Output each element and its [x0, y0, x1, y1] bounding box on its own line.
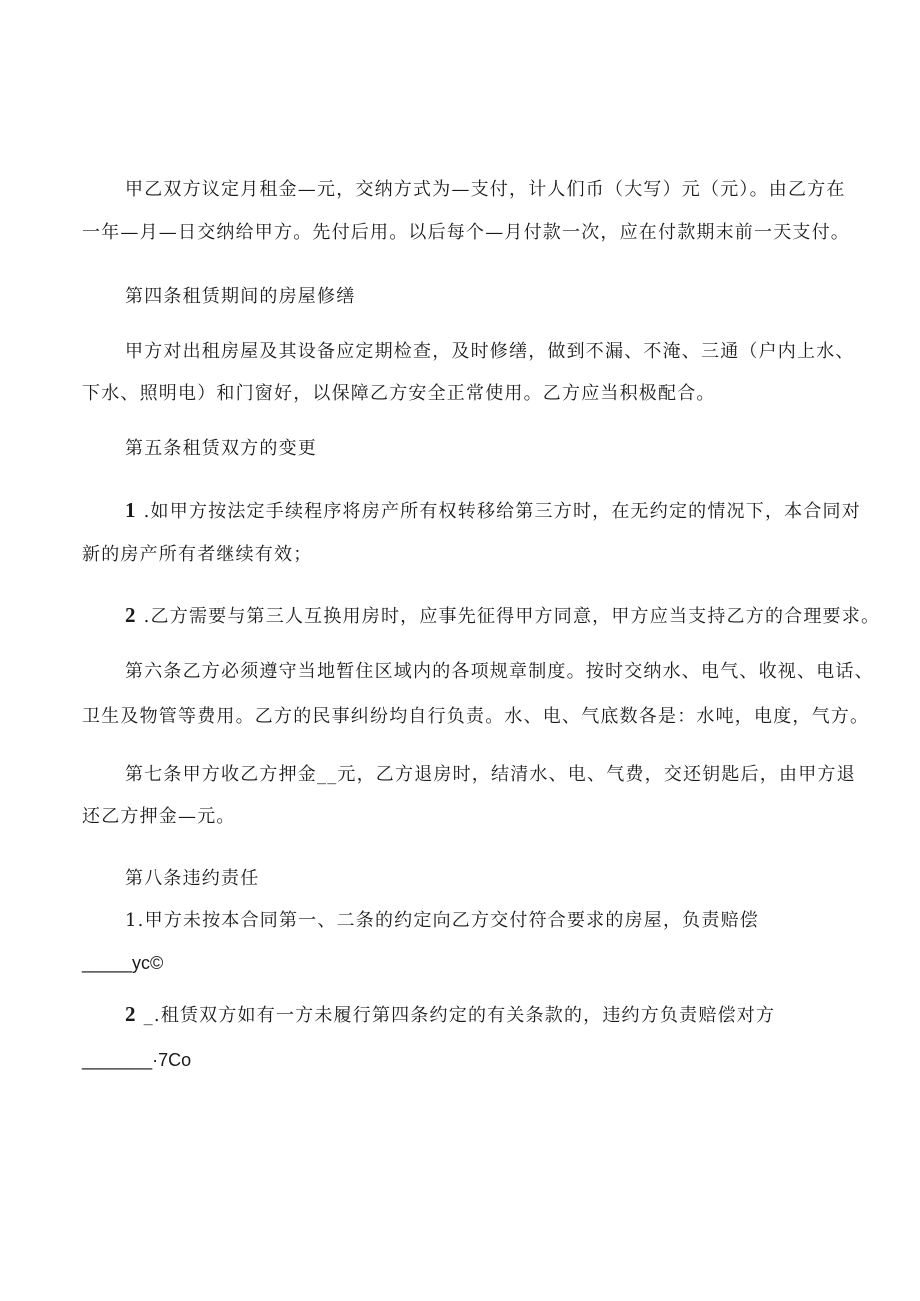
article-4-line-1: 甲方对出租房屋及其设备应定期检查，及时修缮，做到不漏、不淹、三通（户内上水、 [125, 341, 855, 362]
item-number: 2 [125, 603, 137, 627]
article-5-item-1-line-1 [125, 498, 905, 524]
item-text: .如甲方按法定手续程序将房产所有权转移给第三方时，在无约定的情况下，本合同对 [143, 501, 861, 522]
article-8-title: 第八条违约责任 [125, 868, 260, 889]
article-8-item-2-line-2: _______·7Co [82, 1050, 192, 1070]
article-5-item-2-line-1 [125, 603, 905, 629]
article-8-item-1-line-1: 1.甲方未按本合同第一、二条的约定向乙方交付符合要求的房屋，负责赔偿 [125, 910, 759, 931]
article-6-line-1: 第六条乙方必须遵守当地暂住区域内的各项规章制度。按时交纳水、电气、收视、电话、 [125, 661, 874, 682]
rent-paragraph-line-1: 甲乙双方议定月租金—元，交纳方式为—支付，计人们币（大写）元（元）。由乙方在 [125, 179, 846, 200]
article-8-item-2-line-1 [125, 1002, 905, 1028]
article-4-line-2: 下水、照明电）和门窗好，以保障乙方安全正常使用。乙方应当积极配合。 [82, 383, 716, 404]
item-text: .乙方需要与第三人互换用房时，应事先征得甲方同意，甲方应当支持乙方的合理要求。 [143, 606, 881, 627]
item-text: _.租赁双方如有一方未履行第四条约定的有关条款的，违约方负责赔偿对方 [143, 1005, 776, 1026]
article-5-item-1-line-2: 新的房产所有者继续有效； [82, 544, 313, 565]
article-8-item-1-line-2: _____yc© [82, 953, 164, 973]
article-5-title: 第五条租赁双方的变更 [125, 438, 317, 459]
article-4-title: 第四条租赁期间的房屋修缮 [125, 286, 356, 307]
rent-paragraph-line-2: 一年—月—日交纳给甲方。先付后用。以后每个—月付款一次，应在付款期末前一天支付。 [82, 222, 850, 243]
article-7-line-1: 第七条甲方收乙方押金__元，乙方退房时，结清水、电、气费，交还钥匙后，由甲方退 [125, 764, 856, 785]
item-number: 2 [125, 1002, 137, 1026]
item-number: 1 [125, 498, 137, 522]
article-6-line-2: 卫生及物管等费用。乙方的民事纠纷均自行负责。水、电、气底数各是：水吨，电度，气方。 [82, 706, 870, 727]
article-7-line-2: 还乙方押金—元。 [82, 806, 236, 827]
